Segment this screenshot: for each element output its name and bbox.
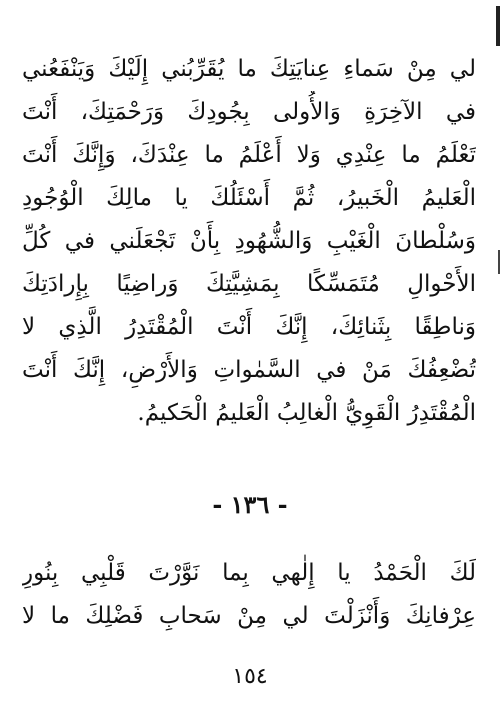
- text-line: لي مِنْ سَماءِ عِنايَتِكَ ما يُقَرِّبُني إِلَيْكَ وَيَنْفَعُني: [22, 56, 476, 82]
- text-line: تَعْلَمُ ما عِنْدِي وَلا أَعْلَمُ ما عِنْدَكَ، وَإِنَّكَ أَنْتَ: [22, 142, 476, 168]
- text-line: وَسُلْطانَ الْغَيْبِ وَالشُّهُودِ بِأَنْ تَجْعَلَني في كُلِّ: [22, 228, 476, 254]
- text-line: لَكَ الْحَمْدُ يا إِلٰهي بِما نَوَّرْتَ قَلْبِي بِنُورِ: [22, 560, 476, 586]
- section-number: - ١٣٦ -: [212, 490, 288, 519]
- text-line: تُضْعِفُكَ مَنْ في السَّمٰواتِ وَالأَرْضِ، إِنَّكَ أَنْتَ: [22, 357, 476, 383]
- text-line: الْمُقْتَدِرُ الْقَوِيُّ الْغالِبُ الْعَليمُ الْحَكيمُ.: [137, 400, 476, 426]
- page-edge-mark: [496, 6, 500, 46]
- page-number: ١٥٤: [232, 664, 268, 689]
- prayer-paragraph-2: [22, 552, 476, 638]
- prayer-paragraph-1: [22, 48, 476, 435]
- text-line: في الآخِرَةِ وَالأُولى بِجُودِكَ وَرَحْمَتِكَ، أَنْتَ: [22, 99, 476, 125]
- text-line: وَناطِقًا بِثَنائِكَ، إِنَّكَ أَنْتَ الْمُقْتَدِرُ الَّذِي لا: [22, 314, 476, 340]
- text-line: عِرْفانِكَ وَأَنْزَلْتَ لي مِنْ سَحابِ فَضْلِكَ ما لا: [22, 603, 476, 629]
- text-line: الْعَليمُ الْخَبيرُ، ثُمَّ أَسْئَلُكَ يا مالِكَ الْوُجُودِ: [22, 185, 476, 211]
- text-line: الأَحْوالِ مُتَمَسِّكًا بِمَشِيَّتِكَ وَراضِيًا بِإِرادَتِكَ: [22, 271, 476, 297]
